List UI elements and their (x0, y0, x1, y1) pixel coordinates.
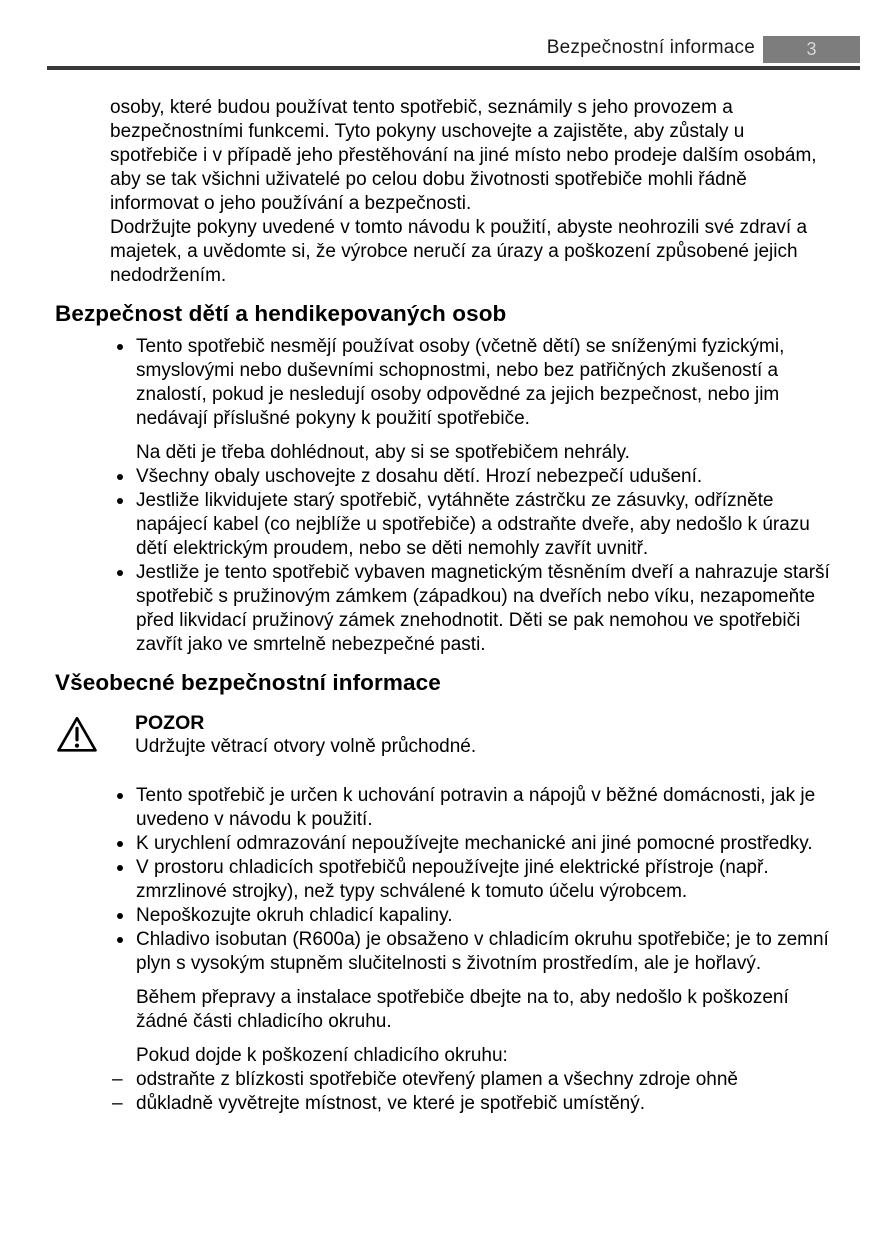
warning-body (135, 711, 476, 759)
list-item: Nepoškozujte okruh chladicí kapaliny. (110, 904, 830, 928)
warning-block (55, 711, 830, 762)
warning-label: POZOR (135, 712, 205, 734)
intro-paragraph: osoby, které budou používat tento spotřebič, seznámily s jeho provozem a bezpečnostními funkcemi. Tyto pokyny uschovejte a zajistěte, aby zůstaly u spotřebiče i v případě jeho přestěhování na jiné místo nebo prodeje dalším osobám, aby se tak všichni uživatelé po celou dobu životnosti spotřebiče mohli řádně informovat o jeho používání a bezpečnosti. (110, 97, 817, 214)
list-note: Pokud dojde k poškození chladicího okruhu: (136, 1045, 508, 1066)
page-number-badge: 3 (763, 36, 860, 63)
list-note: Na děti je třeba dohlédnout, aby si se spotřebičem nehrály. (136, 442, 630, 463)
list-item: Všechny obaly uschovejte z dosahu dětí. Hrozí nebezpečí udušení. (110, 465, 830, 489)
page-header (47, 34, 860, 64)
warning-text: Udržujte větrací otvory volně průchodné. (135, 736, 477, 757)
list-item: Jestliže je tento spotřebič vybaven magnetickým těsněním dveří a nahrazuje starší spotřebič s pružinovým zámkem (západkou) na dveřích nebo víku, nezapomeňte před likvidací pružinový zámek znehodnotit. Děti se pak nemohou ve spotřebiči zavřít jako ve smrtelně nebezpečné pasti. (110, 561, 830, 657)
list-item: Chladivo isobutan (R600a) je obsaženo v chladicím okruhu spotřebiče; je to zemní plyn s vysokým stupněm slučitelnosti s životním prostředím, ale je hořlavý. (110, 928, 830, 976)
intro-paragraphs (110, 96, 830, 288)
section-heading-general-safety: Všeobecné bezpečnostní informace (55, 670, 441, 695)
list-note: Během přepravy a instalace spotřebiče dbejte na to, aby nedošlo k poškození žádné části chladicího okruhu. (136, 987, 789, 1032)
section-heading-children-safety: Bezpečnost dětí a hendikepovaných osob (55, 301, 507, 326)
list-item: Tento spotřebič nesmějí používat osoby (včetně dětí) se sníženými fyzickými, smyslovými nebo duševními schopnostmi, nebo bez patřičných zkušeností a znalostí, pokud je nesledují osoby odpovědné za jejich bezpečnost, nebo jim nedávají příslušné pokyny k použití spotřebiče. (110, 335, 830, 431)
warning-triangle-icon (55, 711, 135, 762)
intro-paragraph: Dodržujte pokyny uvedené v tomto návodu k použití, abyste neohrozili své zdraví a majetek, a uvědomte si, že výrobce neručí za úrazy a poškození způsobené jejich nedodržením. (110, 217, 808, 286)
list-item: K urychlení odmrazování nepoužívejte mechanické ani jiné pomocné prostředky. (110, 832, 830, 856)
children-safety-list (110, 335, 830, 657)
dash-item: – odstraňte z blízkosti spotřebiče otevřený plamen a všechny zdroje ohně (110, 1068, 830, 1092)
list-item: V prostoru chladicích spotřebičů nepoužívejte jiné elektrické přístroje (např. zmrzlinové strojky), než typy schválené k tomuto účelu výrobcem. (110, 856, 830, 904)
list-item: Jestliže likvidujete starý spotřebič, vytáhněte zástrčku ze zásuvky, odřízněte napájecí kabel (co nejblíže u spotřebiče) a odstraňte dveře, aby nedošlo k úrazu dětí elektrickým proudem, nebo se děti nemohly zavřít uvnitř. (110, 489, 830, 561)
general-safety-list (110, 784, 830, 1116)
header-title: Bezpečnostní informace (546, 37, 755, 58)
list-item: Tento spotřebič je určen k uchování potravin a nápojů v běžné domácnosti, jak je uvedeno v návodu k použití. (110, 784, 830, 832)
dash-item: – důkladně vyvětrejte místnost, ve které je spotřebič umístěný. (110, 1092, 830, 1116)
